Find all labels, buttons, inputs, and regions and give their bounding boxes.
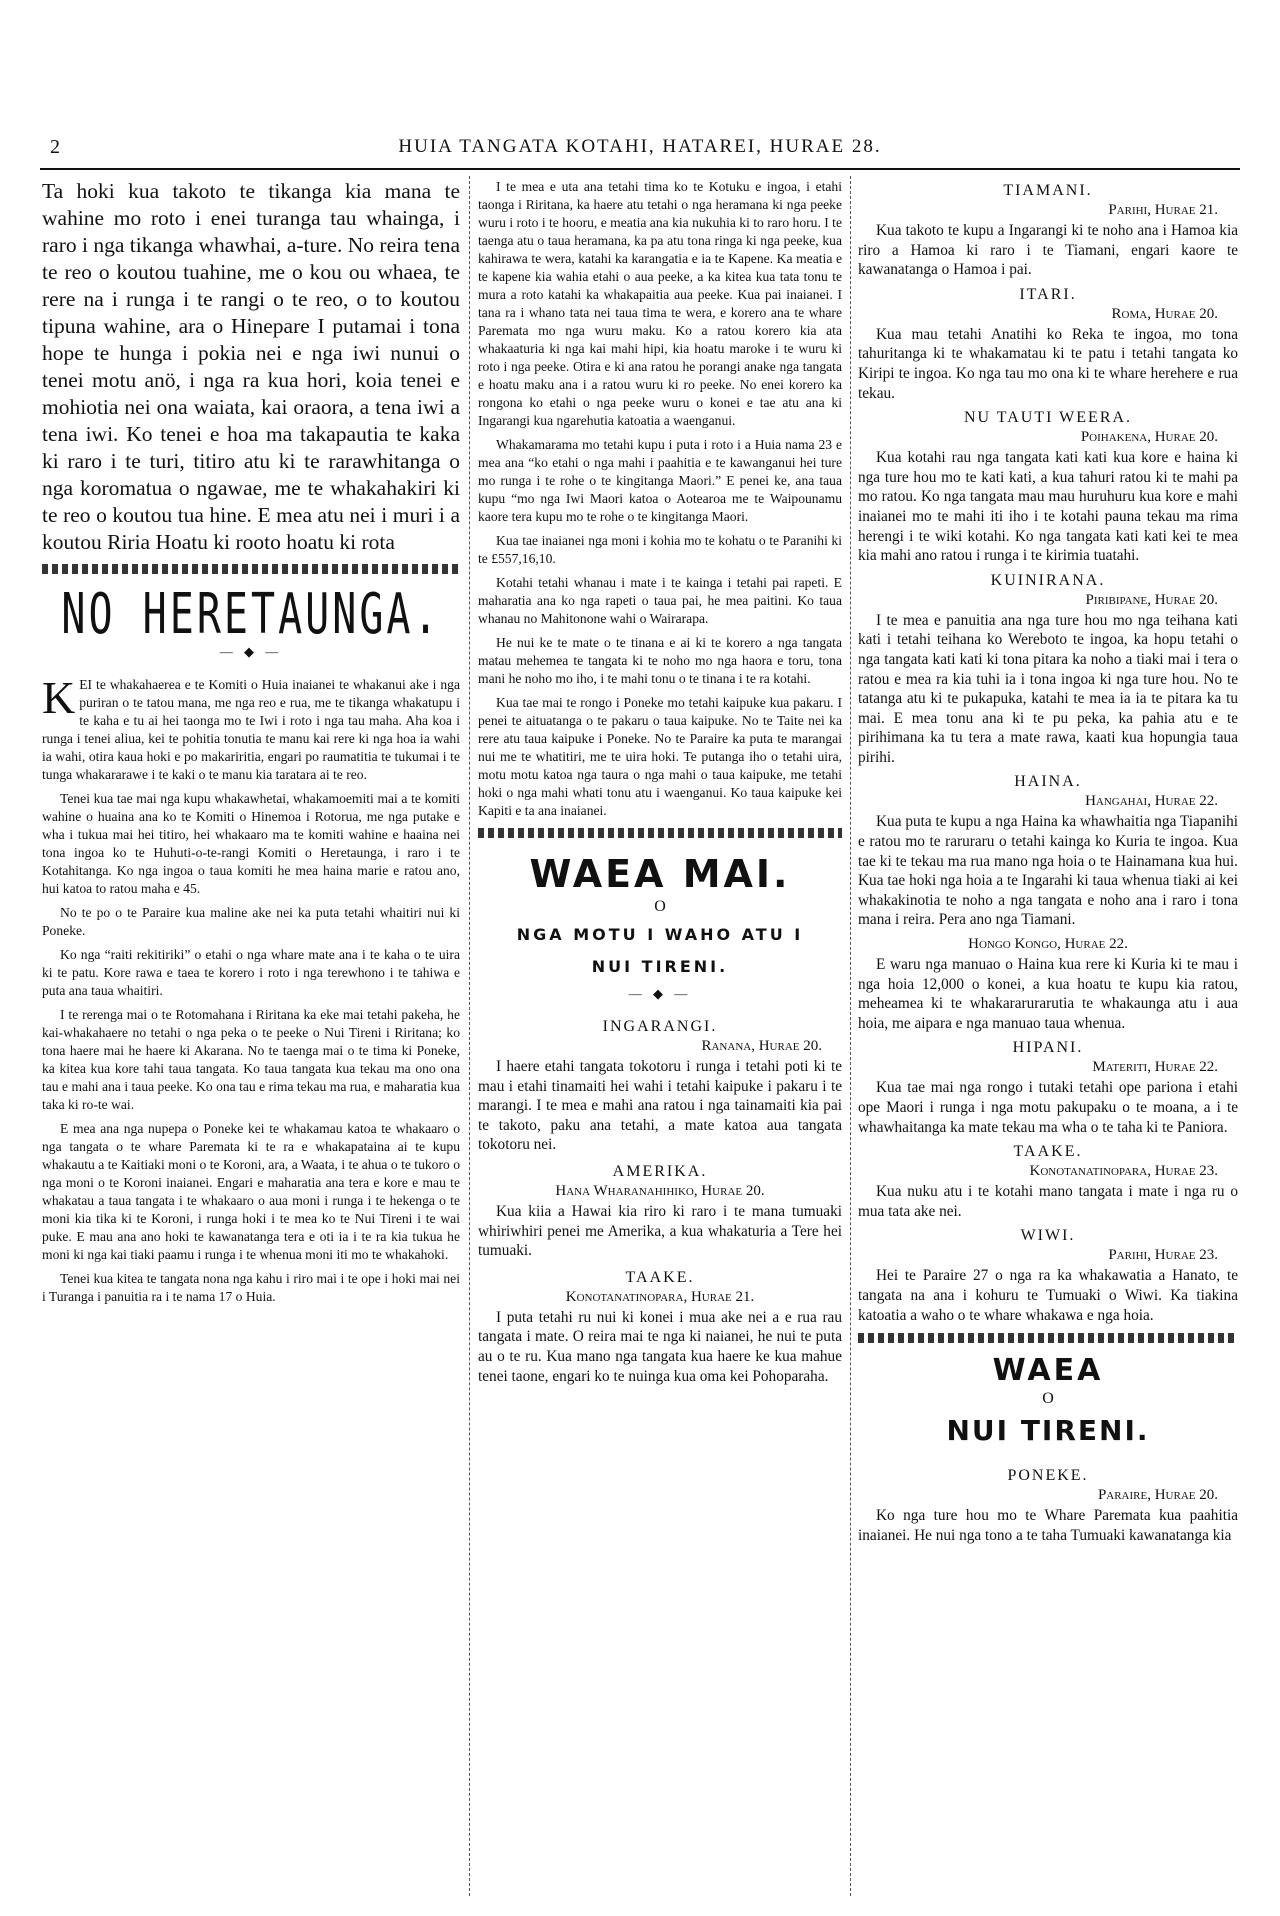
article-paragraph: I haere etahi tangata tokotoru i runga i tetahi poti ki te mau i etahi tinamaiti hei wahi i tetahi kaipuke i pakaru i te marangi. I te mea e mahi ana ratou i nga tainamaiti kia pai te takoto, paku ana tetahi, a mate katoa aua tangata tokotoru nei. [478,1058,842,1154]
heading-poneke: PONEKE. [1007,1467,1089,1485]
article-paragraph: Ko nga ture hou mo te Whare Paremata kua paahitia inaianei. He nui nga tono a te taha Tumuaki kawanatanga kia [858,1507,1238,1544]
section-title-heretaunga: NO HERETAUNGA. [61,582,441,648]
section-title-waea-mai: WAEA MAI. [529,852,791,896]
lead-article-text: Ta hoki kua takoto te tikanga kia mana te wahine mo roto i enei turanga tau whainga, i raro i nga tikanga whawhai, a-ture. No reira tena te reo o koutou tuahine, me o kou ou whaea, te rere na i runga i te rangi o te reo, o to koutou tipuna wahine, ara o Hinepare I putamai i tona hope te hunga i pokia nei e nga iwi nunui o tenei motu anö, i nga ra kua hori, koia tenei e mohiotia nei ona waiata, kai oraora, a tena iwi a tena iwi. Ko tenei e hoa ma takapautia te kaka ki raro i te turi, titiro atu ki te rarawhitanga o nga koromatua o ngawae, me te whakahakiri ki te reo o koutou tua hine. E mea atu nei i muri i a koutou Riria Hoatu ki rooto hoatu ki rota [42,179,460,554]
article-paragraph: Kotahi tetahi whanau i mate i te kainga i tetahi pai rapeti. E maharatia ana ko nga rapeti o taua pai, he mea paitini. Ko taua whanau no Mahitonone wahi o Wairarapa. [478,575,842,626]
dateline: Paraire, Hurae 20. [1097,1487,1218,1504]
page-header [40,136,1240,170]
ornament: — ◆ — [219,644,283,659]
ornament: — ◆ — [628,986,692,1001]
article-paragraph: Kua kotahi rau nga tangata kati kati kua kore e haina ki nga ture hou mo te kati kati, a kua tahuri ratou ki te mahi pa mo ratou. Ko nga tangata mau mau huruhuru kua kore e mahi inaianei mo te mahi iti iho i te kotahi pauna tekau ma rima herengi i te wiki kotahi. Ko nga tangata kati kati kei te mea kia mahi ano ratou i runga i te kirimia tuatahi. [858,449,1238,565]
dateline: Piribipane, Hurae 20. [1085,591,1218,608]
column-2 [478,178,842,1898]
article-paragraph: I te rerenga mai o te Rotomahana i Riritana ka eke mai tetahi pakeha, he kai-whakahaere no tetahi o nga peka o te peeke o Nui Tireni i Riritana; ko tona haere mai he haere ki Akarana. No te taenga mai o te tima ki Poneke, ka kitea kua kore tahi taua tangata. Ko taua tangata kua tekau ma ono ona tau e mahi ana i taua peeke. Ko ona tau e rima tekau ma rua, e maharatia kua taka ki ro-te wai. [42,1007,460,1112]
page-number: 2 [50,136,62,158]
dateline: Ranana, Hurae 20. [701,1038,822,1054]
decorative-rule [42,564,460,574]
article-paragraph: Hei te Paraire 27 o nga ra ka whakawatia a Hanato, te tangata na ana i kohuru te Tumuaki o Wiwi. Ka tiakina katoatia a waho o te whare whakawa e nga hoia. [858,1267,1238,1324]
dateline: Konotanatinopara, Hurae 23. [1029,1163,1218,1180]
heading-kuinirana: KUINIRANA. [990,571,1106,589]
heading-amerika: AMERIKA. [612,1162,708,1180]
dateline: Poihakena, Hurae 20. [1080,429,1218,446]
heading-tiamani: TIAMANI. [1003,182,1093,199]
article-paragraph: Kua nuku atu i te kotahi mano tangata i mate i nga ru o mua tata ake nei. [858,1183,1238,1220]
decorative-rule [478,828,842,838]
connector-o: O [1042,1390,1054,1408]
heading-taake: TAAKE. [1013,1143,1083,1161]
column-1 [42,178,460,1898]
article-paragraph: Kua tae mai nga rongo i tutaki tetahi ope pariona i etahi ope Maori i runga i nga motu pakupaku o te moana, a i te whawhaitanga ka mate tekau ma wha o te taha ki te Paniora. [858,1079,1238,1136]
heading-hipani: HIPANI. [1012,1039,1084,1057]
article-paragraph: Kua puta te kupu a nga Haina ka whawhaitia nga Tiapanihi e ratou mo te raruraru o tetahi kainga ko Kuria te ingoa. Kua tae ki te tekau ma rua mano nga hoia o te Hainamana kua hui. Kua tae hoki nga hoia a te Ingarahi ki taua whenua tiaki ai kei whakakinotia te noho a nga tangata e noho ana i raro i tona mana i reira. Pera ano nga Tiamani. [858,813,1238,929]
heading-nu-tauti-weera: NU TAUTI WEERA. [963,409,1133,427]
decorative-rule [858,1333,1238,1343]
article-paragraph: I te mea e panuitia ana nga ture hou mo nga teihana kati kati i tetahi teihana ko Wereboto te ingoa, ka hopu tetahi o nga tangata kati kati ki tona pitara ka noho a tiaki mai i tera o ratou e mea ra kia tuhi ia i tona ingoa ki nga ture hou. No te tatanga atu ki te pukapuka, katahi te mea ia ia te pitara ka tu mai. E mea tonu ana ki te pu peka, ka pahia atu e te pirihimana ka tu tera a mate rawa, kaati kua hopungia taua pirihi. [858,611,1238,766]
dateline: Parihi, Hurae 21. [1108,202,1218,218]
subtitle-line-1: NGA MOTU I WAHO ATU I [516,925,804,944]
heading-taake: TAAKE. [625,1268,695,1286]
article-paragraph: Kua tae mai te rongo i Poneke mo tetahi kaipuke kua pakaru. I penei te aituatanga o te pakaru o taua kaipuke. No te Taite nei ka rere atu taua kaipuke i Poneke. No te Paraire ka puta te marangai nui me te whatitiri, me te uira hoki. Te putanga iho o tetahi uira, motu motu katoa nga taura o nga mahi o taua kaipuke, me tetahi hoki o nga mahi whati tonu atu i waenganui. Ko taua kaipuke kei Kapiti e ta ana inaianei. [478,695,842,818]
article-paragraph: No te po o te Paraire kua maline ake nei ka puta tetahi whaitiri nui ki Poneke. [42,905,460,938]
dateline: Hangahai, Hurae 22. [1085,793,1218,810]
header-rule [40,168,1240,170]
article-paragraph: I puta tetahi ru nui ki konei i mua ake nei a e rua rau tangata i mate. O reira mai te nga ki naianei, he nui te puta au o te ru. Kua mano nga tangata kua haere ke kua mahue tenei taone, engari ko te nuinga kua oma kei Pohoparaha. [478,1308,842,1385]
article-paragraph: He nui ke te mate o te tinana e ai ki te korero a nga tangata matau mehemea te tangata ki te noho mo nga haora e toru, tona mani he noho mo iho, i te mahi tonu o te tinana i te ra kotahi. [478,635,842,686]
dateline: Parihi, Hurae 23. [1108,1247,1218,1264]
article-paragraph: Tenei kua kitea te tangata nona nga kahu i riro mai i te ope i hoki mai nei i Turanga i panuitia ra i te nama 17 o Huia. [42,1271,460,1304]
column-3 [858,178,1238,1898]
article-paragraph: Whakamarama mo tetahi kupu i puta i roto i a Huia nama 23 e mea ana “ko etahi o nga mahi i paahitia e te kawanganui hei ture mo runga i te rohe o te kingitanga Maori.” E penei ke, ana taua kupu “mo nga Iwi Maori katoa o Aotearoa me te Waipounamu kaore tera kupu mo te rohe o te kingitanga Maori. [478,437,842,524]
article-paragraph: Kua kiia a Hawai kia riro ki raro i te mana tumuaki whiriwhiri penei me Amerika, a kua whakaturia a Tere hei tumuaki. [478,1202,842,1260]
heading-itari: ITARI. [1019,285,1077,303]
drop-cap: K [42,672,76,723]
column-divider [469,176,470,1896]
section-title-nui-tireni: NUI TIRENI. [946,1414,1150,1448]
connector-o: O [654,898,666,915]
column-divider [850,176,851,1896]
article-paragraph: E waru nga manuao o Haina kua rere ki Kuria ki te mau i nga hoia 12,000 o konei, a kua hoatu te kupu kia ratou, meheamea ki te whakararurarutia te whakaunga atu i aua hoia, me aipara e nga manuao taua whenua. [858,956,1238,1032]
article-paragraph: Ko nga “raiti rekitiriki” o etahi o nga whare mate ana i te kaha o te uira ki te patu. Kore rawa e taea te korero i roto i nga terewhono i te tahiwa e puta ana taua whaitiri. [42,947,460,998]
dateline: Hongo Kongo, Hurae 22. [968,936,1128,953]
heading-ingarangi: INGARANGI. [602,1018,718,1035]
article-paragraph: Kua tae inaianei nga moni i kohia mo te kohatu o te Paranihi ki te £557,16,10. [478,533,842,566]
dateline: Materiti, Hurae 22. [1092,1059,1218,1076]
dateline: Konotanatinopara, Hurae 21. [565,1288,755,1305]
heading-wiwi: WIWI. [1020,1227,1076,1245]
dateline: Hana Wharanahihiko, Hurae 20. [555,1182,765,1199]
article-paragraph: Kua takoto te kupu a Ingarangi ki te noho ana i Hamoa kia riro a Hamoa ki raro i te Tiamani, engari kaore te kawanatanga o Hamoa i pai. [858,222,1238,279]
article-paragraph: Kua mau tetahi Anatihi ko Reka te ingoa, mo tona tahuritanga ki te whakamatau ki te patu i tetahi tangata ko Kiripi te ingoa. Ko nga tau mo ona ki te whare herehere e rua tekau. [858,325,1238,402]
paragraph-text: EI te whakahaerea e te Komiti o Huia inaianei te whakanui ake i nga puriran o te tatou mana, me nga reo e rua, me te tikanga whakatupu i te kaha e tu ai hei taonga mo te Iwi i roto i nga tau maha. Aha koa i runga i tenei aliua, kei te pohitia tonutia te manu kai rere ki nga hoa ia wahi ia wahi, otira kaua hoki e po makariritia, engari po raumatitia te tukumai i te tunga whakararawe i te kaki o te manu kia taratara ai te reo. [42,677,460,782]
article-paragraph: Tenei kua tae mai nga kupu whakawhetai, whakamoemiti mai a te komiti wahine o huaina ana ko te Komiti o Hinemoa i Rotorua, me nga putake e wha i tukua mai hei titiro, hei whakaaro ma te komiti wahine e haaina nei tona ingoa ko te Huhuti-o-te-rangi Komiti o Heretaunga, i raro i te Kotahitanga. Ko nga ingoa o taua komiti he mea haina marie e ratou ano, hui katoa to ratou maha e 45. [42,791,460,896]
article-paragraph: I te mea e uta ana tetahi tima ko te Kotuku e ingoa, i etahi taonga i Riritana, ka haere atu tetahi o nga heramana ki nga peeke wuru i roto i te hooru, e meatia ana kia nukuhia ki to raro horu. I te taenga atu o taua heramana, ka pa atu tona ringa ki nga peeke, kua kahirawa te wera, katahi ka karangatia e ia te Kapene. Ka meatia e te kapene kia wahia etahi o aua peeke, a ka kitea kua tata tonu te mura a roto katahi ka whakapaitia aua peeke. Kua pai inaianei. I tana ra i whano tata nei taua tima te wera, e korero ana te whare Paremata mo nga wuru maku. Ko a ratou korero kia ata whakaaturia ki nga kai mahi hipi, kia hoatu maroke i te wuru ki roto i nga peeke. Otira e ki ana ratou he porangi anake nga tangata e hoatu maku ana i a ratou wuru ki ro peeke. No enei korero ka rongona ko etahi o nga peeke wuru o konei e tae atu ana ki Ingarangi kua ngarehutia katoatia a waenganui. [478,179,842,428]
heading-haina: HAINA. [1014,773,1082,791]
section-title-waea: WAEA [992,1353,1104,1389]
subtitle-line-2: NUI TIRENI. [591,957,729,976]
article-paragraph [42,672,460,784]
dateline: Roma, Hurae 20. [1111,305,1218,322]
running-title: HUIA TANGATA KOTAHI, HATAREI, HURAE 28. [398,136,882,157]
article-paragraph: E mea ana nga nupepa o Poneke kei te whakamau katoa te whakaaro o nga tangata o te whare Paremata ki te ra e whakapataina ai te kupu whakautu a te Kaitiaki moni o te Koroni, ara, a Waata, i te ahua o te tukoro o nga moni o te Koroni inaianei. Engari e maharatia ana tera e kore e mau te whakatau a taua tangata i te whakaaro o aua moni i runga i te hekenga o te moni kia tika ki te Koroni, i runga hoki i te mea ko te Nui Tireni i te wai puke. E mau ana ano hoki te kawanatanga tera e oti ia i te ra kia tukua he moni ki nga kai tiaki paamu i runga i te whenua moni iti mo te whakahoki. [42,1121,460,1262]
